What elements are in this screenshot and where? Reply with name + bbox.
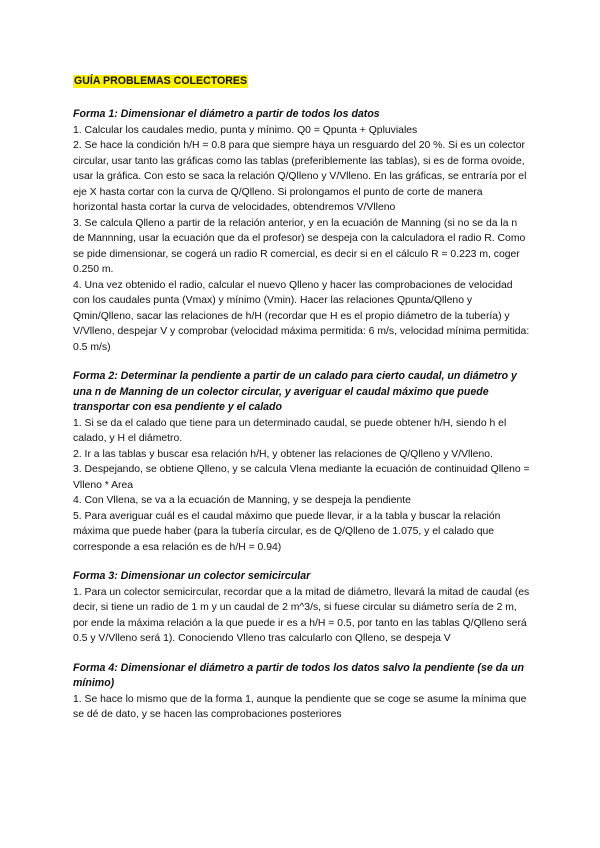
list-item: 1. Se hace lo mismo que de la forma 1, aunque la pendiente que se coge se asume la mínima que se dé de dato, y se hacen las comprobaciones posteriores — [73, 693, 527, 720]
section-forma-4 — [73, 661, 530, 723]
list-item: 4. Con Vllena, se va a la ecuación de Manning, y se despeja la pendiente — [73, 495, 411, 506]
section-heading: Forma 4: Dimensionar el diámetro a partir de todos los datos salvo la pendiente (se da un mínimo) — [73, 661, 524, 689]
list-item: 3. Se calcula Qlleno a partir de la relación anterior, y en la ecuación de Manning (si no se da la n de Mannning, usar la ecuación que da el profesor) se despeja con la calculadora el radio R. Como se pide dimensionar, se cogerá un radio R comercial, es decir si en el cálculo R = 0.223 m, coger 0.250 m. — [73, 217, 526, 275]
section-heading: Forma 1: Dimensionar el diámetro a partir de todos los datos — [73, 108, 380, 120]
list-item: 1. Para un colector semicircular, recordar que a la mitad de diámetro, llevará la mitad de caudal (es decir, si tiene un radio de 1 m y un caudal de 2 m^3/s, si fuese circular su diámetro sería de 2 m, por ende la máxima relación a la que puede ir es a h/H = 0.5, por tanto en las tablas Q/Qlleno será 0.5 y V/Vlleno será 1). Conociendo Vlleno tras calcularlo con Qlleno, se despeja V — [73, 586, 530, 644]
list-item: 2. Ir a las tablas y buscar esa relación h/H, y obtener las relaciones de Q/Qlleno y V/Vlleno. — [73, 448, 493, 460]
section-heading: Forma 2: Determinar la pendiente a partir de un calado para cierto caudal, un diámetro y una n de Manning de un colector circular, y averiguar el caudal máximo que puede transportar con esa pendiente y el calado — [73, 370, 517, 413]
section-forma-2 — [73, 369, 530, 555]
list-item: 1. Calcular los caudales medio, punta y mínimo. Q0 = Qpunta + Qpluviales — [73, 124, 418, 136]
list-item: 2. Se hace la condición h/H = 0.8 para que siempre haya un resguardo del 20 %. Si es un colector circular, usar tanto las gráficas como las tablas (preferiblemente las tablas), si es de forma ovoide, usar la gráfica. Con esto se saca la relación Q/Qlleno y V/Vlleno. En las gráficas, se entraría por el eje X hasta cortar con la curva de Q/Qlleno. Si prolongamos el punto de corte de manera horizontal hasta cortar la curva de velocidades, obtendremos V/Vlleno — [73, 140, 527, 213]
section-forma-1 — [73, 107, 530, 355]
section-heading: Forma 3: Dimensionar un colector semicircular — [73, 570, 311, 582]
list-item: 4. Una vez obtenido el radio, calcular el nuevo Qlleno y hacer las comprobaciones de velocidad con los caudales punta (Vmax) y mínimo (Vmin). Hacer las relaciones Qpunta/Qlleno y Qmin/Qlleno, sacar las relaciones de h/H (recordar que H es el propio diámetro de la tubería) y V/Vlleno, despejar V y comprobar (velocidad máxima permitida: 6 m/s, velocidad mínima permitida: 0.5 m/s) — [73, 279, 530, 353]
section-forma-3 — [73, 569, 530, 647]
document-title: GUÍA PROBLEMAS COLECTORES — [74, 75, 248, 87]
list-item: 3. Despejando, se obtiene Qlleno, y se calcula Vlena mediante la ecuación de continuidad Qlleno = Vlleno * Area — [73, 464, 530, 491]
list-item: 1. Si se da el calado que tiene para un determinado caudal, se puede obtener h/H, siendo h el calado, y H el diámetro. — [73, 417, 507, 444]
list-item: 5. Para averiguar cuál es el caudal máximo que puede llevar, ir a la tabla y buscar la relación máxima que puede haber (para la tubería circular, es de Q/Qlleno de 1.075, y el calado que corresponde a esa relación es de h/H = 0.94) — [73, 510, 501, 553]
